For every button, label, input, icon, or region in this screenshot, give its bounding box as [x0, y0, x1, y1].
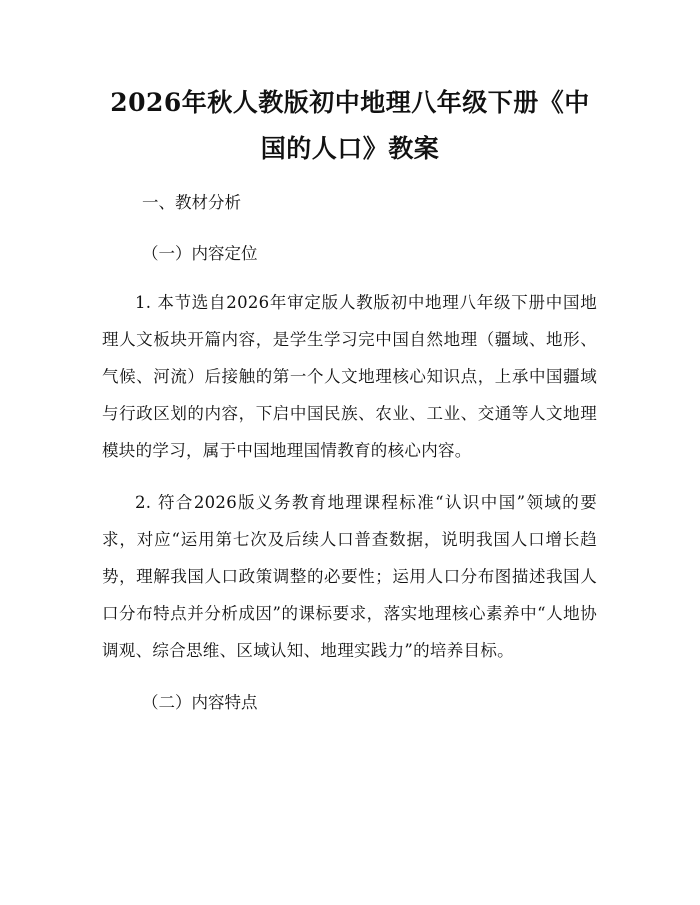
subsection-heading-content-features: （二）内容特点 — [142, 693, 258, 712]
document-body — [102, 184, 597, 722]
paragraph-curriculum-standard: 2. 符合2026版义务教育地理课程标准“认识中国”领域的要求，对应“运用第七次及后续人口普查数据，说明我国人口增长趋势，理解我国人口政策调整的必要性；运用人口分布图描述我国人口分布特点并分析成因”的课标要求，落实地理核心素养中“人地协调观、综合思维、区域认知、地理实践力”的培养目标。 — [102, 493, 597, 660]
paragraph-content-positioning: 1. 本节选自2026年审定版人教版初中地理八年级下册中国地理人文板块开篇内容，是学生学习完中国自然地理（疆域、地形、气候、河流）后接触的第一个人文地理核心知识点，上承中国疆域与行政区划的内容，下启中国民族、农业、工业、交通等人文地理模块的学习，属于中国地理国情教育的核心内容。 — [102, 293, 597, 460]
document-title: 2026年秋人教版初中地理八年级下册《中国的人口》教案 — [110, 88, 590, 163]
subsection-heading-content-positioning: （一）内容定位 — [142, 244, 258, 263]
section-heading-textbook-analysis: 一、教材分析 — [142, 193, 241, 212]
